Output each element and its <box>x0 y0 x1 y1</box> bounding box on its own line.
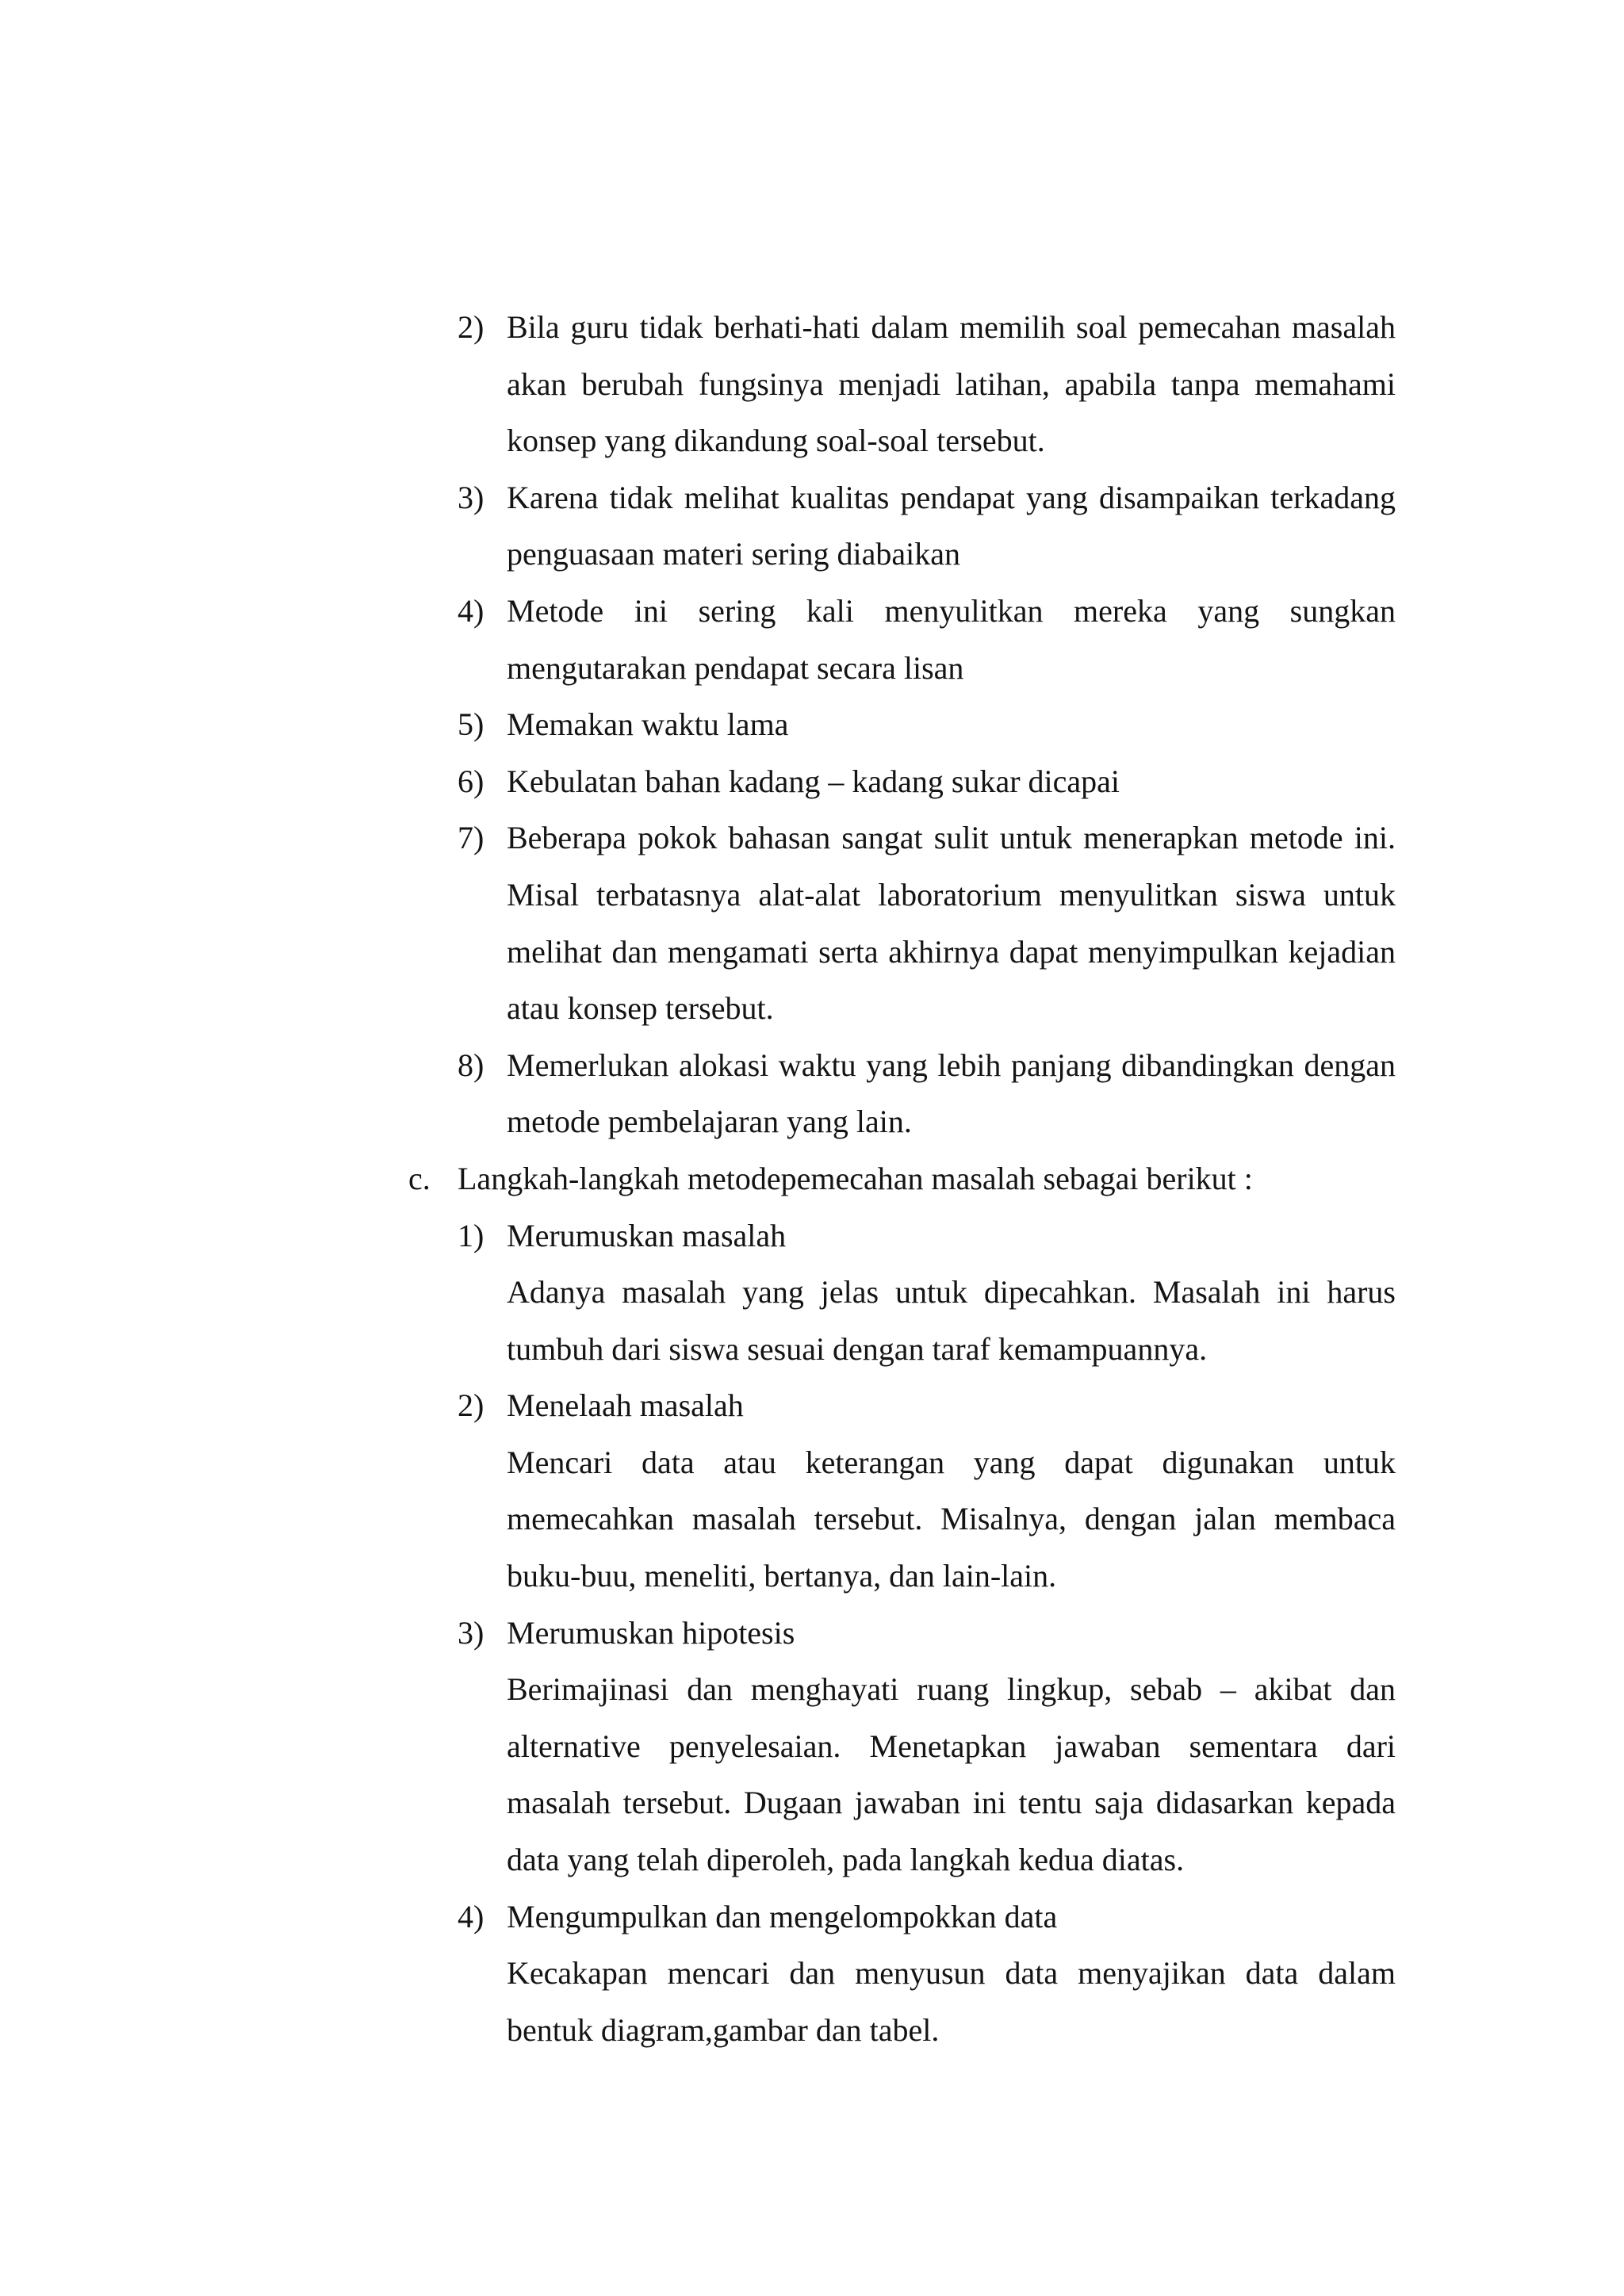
step-title: Merumuskan hipotesis <box>507 1614 795 1651</box>
step-item <box>458 1207 1396 1378</box>
list-number: 6) <box>458 763 485 799</box>
step-description: Mencari data atau keterangan yang dapat digunakan untuk memecahkan masalah tersebut. Misalnya, dengan jalan membaca buku-buu, meneliti, bertanya, dan lain-lain. <box>507 1444 1396 1594</box>
list-item-text: Karena tidak melihat kualitas pendapat yang disampaikan terkadang penguasaan materi sering diabaikan <box>507 479 1396 572</box>
step-title: Menelaah masalah <box>507 1387 744 1424</box>
list-item <box>458 469 1396 583</box>
list-number: 2) <box>458 309 485 345</box>
list-item-text: Beberapa pokok bahasan sangat sulit untuk menerapkan metode ini. Misal terbatasnya alat-alat laboratorium menyulitkan siswa untuk melihat dan mengamati serta akhirnya dapat menyimpulkan kejadian atau konsep tersebut. <box>507 820 1396 1027</box>
list-item <box>458 809 1396 1036</box>
list-item-text: Memerlukan alokasi waktu yang lebih panjang dibandingkan dengan metode pembelajaran yang lain. <box>507 1047 1396 1140</box>
step-content <box>507 1888 1396 2059</box>
step-description: Adanya masalah yang jelas untuk dipecahkan. Masalah ini harus tumbuh dari siswa sesuai dengan taraf kemampuannya. <box>507 1274 1396 1367</box>
step-content <box>507 1377 1396 1604</box>
step-description: Berimajinasi dan menghayati ruang lingkup, sebab – akibat dan alternative penyelesaian. Menetapkan jawaban sementara dari masalah tersebut. Dugaan jawaban ini tentu saja didasarkan kepada data yang telah diperoleh, pada langkah kedua diatas. <box>507 1671 1396 1878</box>
section-heading <box>408 1150 1396 1207</box>
step-number: 4) <box>458 1898 485 1934</box>
step-content <box>507 1207 1396 1378</box>
list-number: 8) <box>458 1047 485 1083</box>
list-item <box>458 753 1396 810</box>
list-item-text: Metode ini sering kali menyulitkan mereka yang sungkan mengutarakan pendapat secara lisan <box>507 592 1396 686</box>
step-number: 1) <box>458 1217 485 1253</box>
list-number: 7) <box>458 820 485 856</box>
step-title: Merumuskan masalah <box>507 1217 787 1253</box>
step-item <box>458 1888 1396 2059</box>
list-number: 5) <box>458 706 485 743</box>
list-number: 3) <box>458 479 485 515</box>
list-item-text: Memakan waktu lama <box>507 706 789 743</box>
section-letter: c. <box>408 1160 431 1196</box>
step-item <box>458 1605 1396 1888</box>
step-description: Kecakapan mencari dan menyusun data menyajikan data dalam bentuk diagram,gambar dan tabel. <box>507 1955 1396 2048</box>
list-number: 4) <box>458 592 485 629</box>
step-content <box>507 1605 1396 1888</box>
list-item-text: Kebulatan bahan kadang – kadang sukar dicapai <box>507 763 1120 799</box>
section-heading-text: Langkah-langkah metodepemecahan masalah sebagai berikut : <box>458 1160 1253 1196</box>
list-item <box>458 696 1396 753</box>
list-item <box>458 1037 1396 1150</box>
list-item <box>458 583 1396 696</box>
list-item-text: Bila guru tidak berhati-hati dalam memilih soal pemecahan masalah akan berubah fungsinya menjadi latihan, apabila tanpa memahami konsep yang dikandung soal-soal tersebut. <box>507 309 1396 459</box>
list-item <box>458 299 1396 469</box>
step-number: 3) <box>458 1614 485 1651</box>
page-content <box>408 299 1396 2058</box>
step-item <box>458 1377 1396 1604</box>
step-title: Mengumpulkan dan mengelompokkan data <box>507 1898 1058 1934</box>
step-number: 2) <box>458 1387 485 1424</box>
